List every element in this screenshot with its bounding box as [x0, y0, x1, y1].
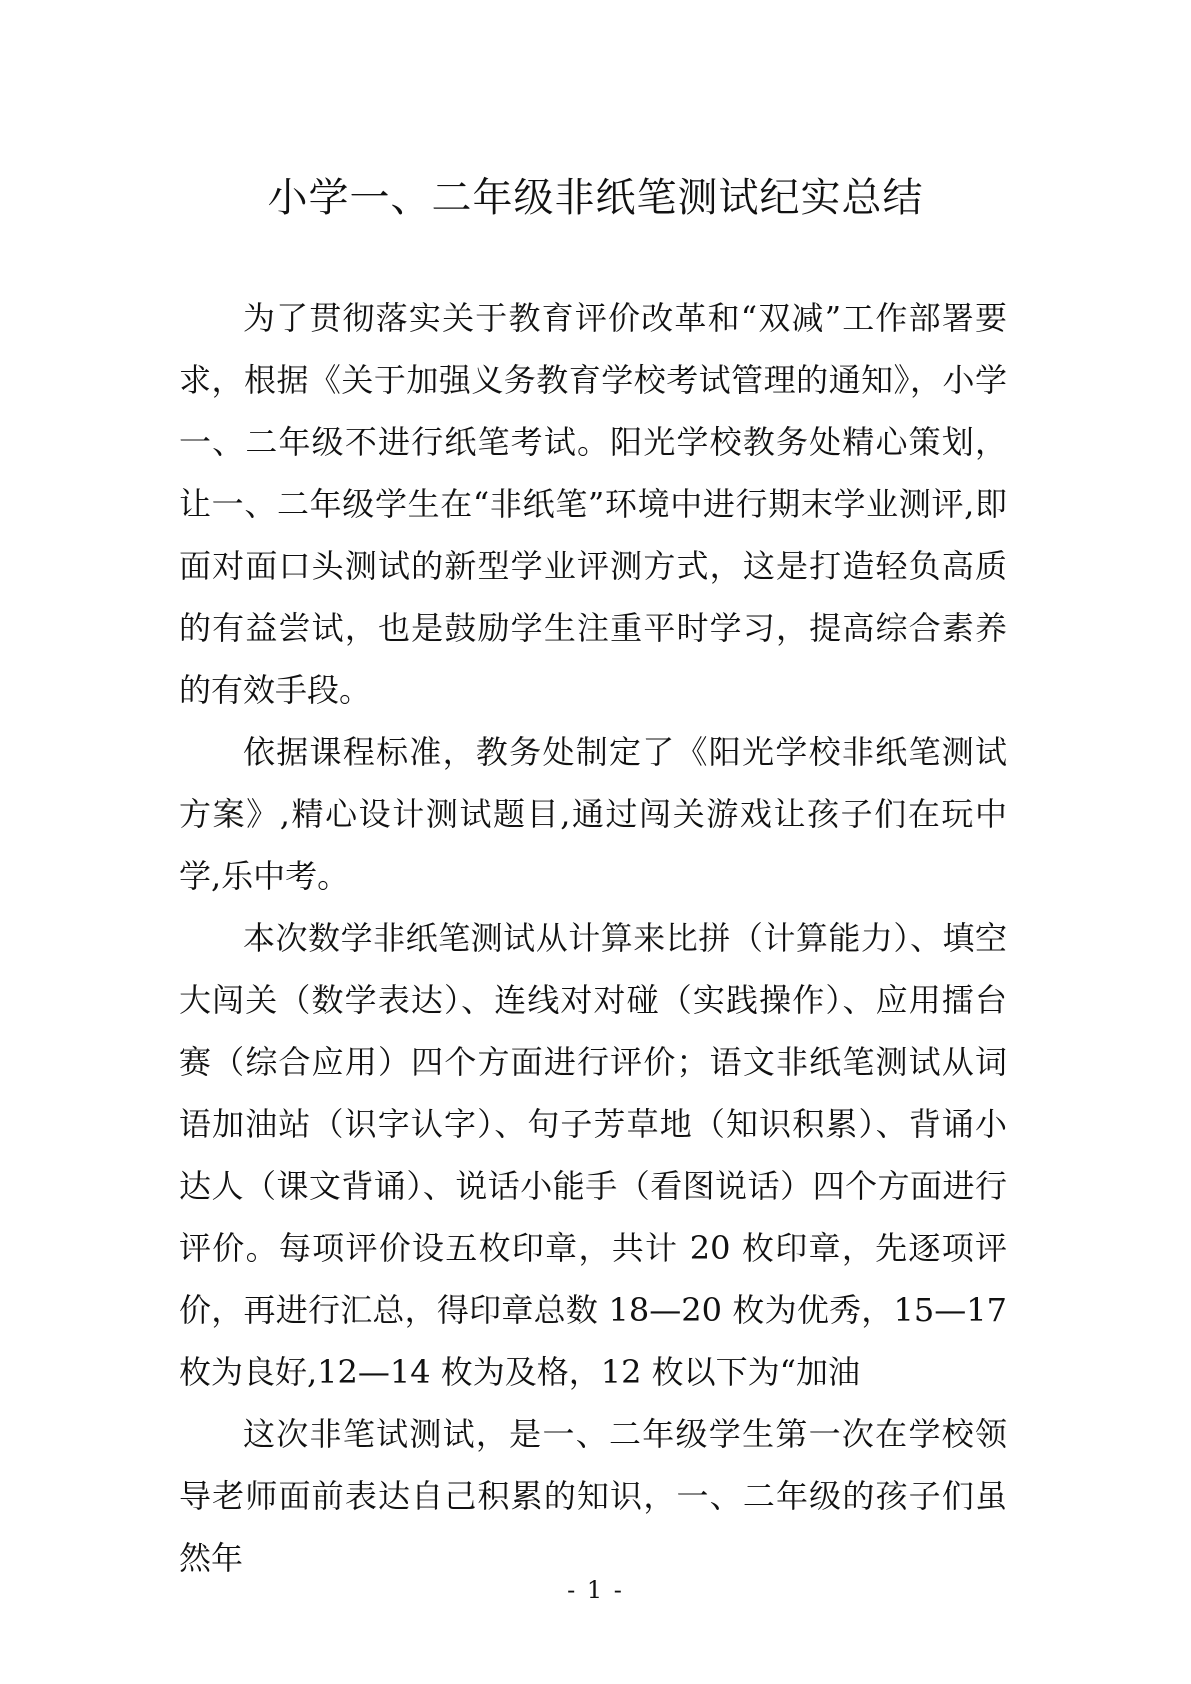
page-number: - 1 - [567, 1576, 624, 1604]
document-body [179, 287, 1007, 1589]
paragraph-2: 依据课程标准，教务处制定了《阳光学校非纸笔测试方案》,精心设计测试题目,通过闯关游戏让孩子们在玩中学,乐中考。 [179, 733, 1007, 895]
paragraph-1: 为了贯彻落实关于教育评价改革和“双减”工作部署要求，根据《关于加强义务教育学校考试管理的通知》，小学一、二年级不进行纸笔考试。阳光学校教务处精心策划，让一、二年级学生在“非纸笔”环境中进行期末学业测评,即面对面口头测试的新型学业评测方式，这是打造轻负高质的有益尝试，也是鼓励学生注重平时学习，提高综合素养的有效手段。 [179, 299, 1007, 709]
paragraph-3: 本次数学非纸笔测试从计算来比拼（计算能力）、填空大闯关（数学表达）、连线对对碰（实践操作）、应用擂台赛（综合应用）四个方面进行评价；语文非纸笔测试从词语加油站（识字认字）、句子芳草地（知识积累）、背诵小达人（课文背诵）、说话小能手（看图说话）四个方面进行评价。每项评价设五枚印章，共计 20 枚印章，先逐项评价，再进行汇总，得印章总数 18—20 枚为优秀，15—17 枚为良好,12—14 枚为及格，12 枚以下为“加油 [179, 919, 1007, 1391]
paragraph-4: 这次非笔试测试，是一、二年级学生第一次在学校领导老师面前表达自己积累的知识，一、二年级的孩子们虽然年 [179, 1415, 1007, 1577]
document-title: 小学一、二年级非纸笔测试纪实总结 [267, 175, 924, 221]
